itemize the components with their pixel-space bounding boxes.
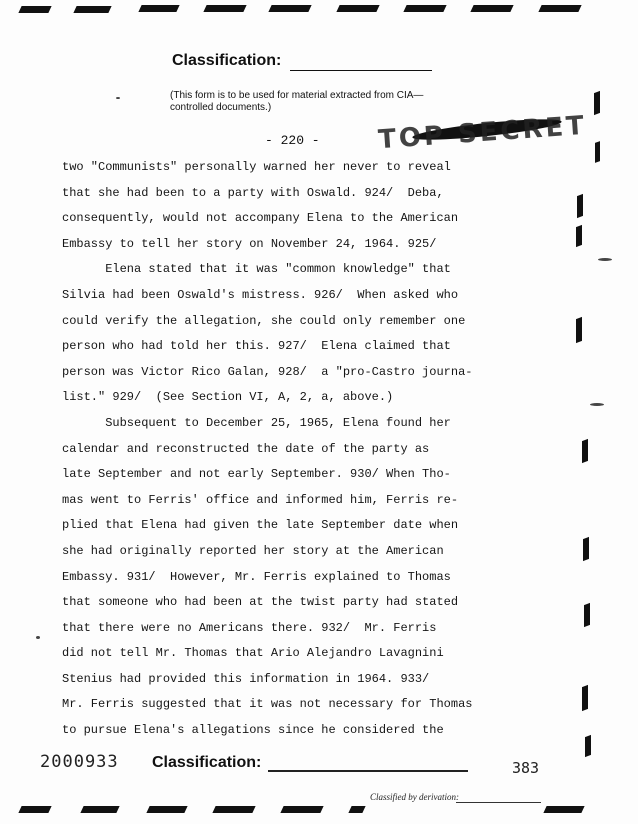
text-line: did not tell Mr. Thomas that Ario Alejandro Lavagnini [62, 646, 444, 661]
right-border-mark [595, 141, 600, 163]
text-line: Silvia had been Oswald's mistress. 926/ When asked who [62, 287, 459, 302]
bottom-border-dash [146, 806, 187, 813]
footer-classification-label: Classification: [152, 754, 262, 771]
page-number: - 220 - [265, 133, 320, 148]
text-line: person was Victor Rico Galan, 928/ a "pro-Castro journa- [62, 364, 473, 379]
right-border-mark [584, 603, 590, 627]
bottom-border-dash [280, 806, 323, 813]
text-line: two "Communists" personally warned her never to reveal [62, 160, 451, 174]
right-border-mark [585, 735, 591, 757]
scan-speck [116, 97, 120, 99]
text-line: list." 929/ (See Section VI, A, 2, a, above.) [62, 390, 394, 405]
text-line: calendar and reconstructed the date of the party as [62, 441, 430, 456]
top-border-dash [18, 6, 51, 13]
derived-line [456, 802, 541, 803]
scan-speck [36, 636, 40, 639]
bottom-border-dash [18, 806, 51, 813]
text-line: Embassy to tell her story on November 24, 1964. 925/ [62, 236, 437, 251]
text-line: could verify the allegation, she could only remember one [62, 313, 466, 328]
scan-speck [590, 403, 604, 406]
right-border-mark [577, 194, 583, 218]
top-border-dash [538, 5, 581, 12]
scan-speck [598, 258, 612, 261]
text-line: late September and not early September. 930/ When Tho- [62, 467, 451, 482]
right-border-mark [582, 685, 588, 711]
footer-classification-line [268, 770, 468, 772]
top-border-dash [403, 5, 446, 12]
header-classification-label: Classification: [172, 52, 282, 69]
document-number: 2000933 [40, 752, 119, 772]
text-line: that there were no Americans there. 932/ Mr. Ferris [62, 620, 437, 635]
top-border-dash [73, 6, 111, 13]
text-line: plied that Elena had given the late September date when [62, 518, 459, 533]
top-border-dash [203, 5, 246, 12]
derived-label: Classified by derivation: [370, 792, 459, 802]
text-line: she had originally reported her story at the American [62, 543, 444, 558]
text-line: Mr. Ferris suggested that it was not necessary for Thomas [62, 697, 473, 712]
body-text [62, 155, 542, 744]
right-border-mark [594, 91, 600, 115]
text-line: Embassy. 931/ However, Mr. Ferris explained to Thomas [62, 569, 451, 584]
text-line: person who had told her this. 927/ Elena claimed that [62, 339, 451, 354]
right-border-mark [576, 225, 582, 247]
text-line: that someone who had been at the twist party had stated [62, 595, 459, 610]
bottom-border-dash [348, 806, 365, 813]
text-line: that she had been to a party with Oswald. 924/ Deba, [62, 185, 444, 200]
form-note: (This form is to be used for material extracted from CIA—controlled documents.) [170, 90, 424, 113]
top-secret-stamp: TOP SECRET [377, 110, 588, 156]
header-classification-line [290, 70, 432, 71]
bottom-border-dash [212, 806, 255, 813]
top-border-dash [470, 5, 513, 12]
right-border-mark [576, 317, 582, 343]
text-line: to pursue Elena's allegations since he considered the [62, 723, 444, 738]
right-border-mark [582, 439, 588, 463]
top-border-dash [138, 5, 179, 12]
text-line: Subsequent to December 25, 1965, Elena found her [62, 415, 451, 430]
text-line: mas went to Ferris' office and informed him, Ferris re- [62, 492, 459, 507]
bottom-border-dash [543, 806, 584, 813]
top-border-dash [268, 5, 311, 12]
right-border-mark [583, 537, 589, 561]
text-line: Elena stated that it was "common knowledge" that [62, 262, 451, 277]
text-line: Stenius had provided this information in 1964. 933/ [62, 671, 430, 686]
footer-code: 383 [512, 759, 540, 777]
text-line: consequently, would not accompany Elena to the American [62, 211, 459, 226]
bottom-border-dash [80, 806, 119, 813]
top-border-dash [336, 5, 379, 12]
